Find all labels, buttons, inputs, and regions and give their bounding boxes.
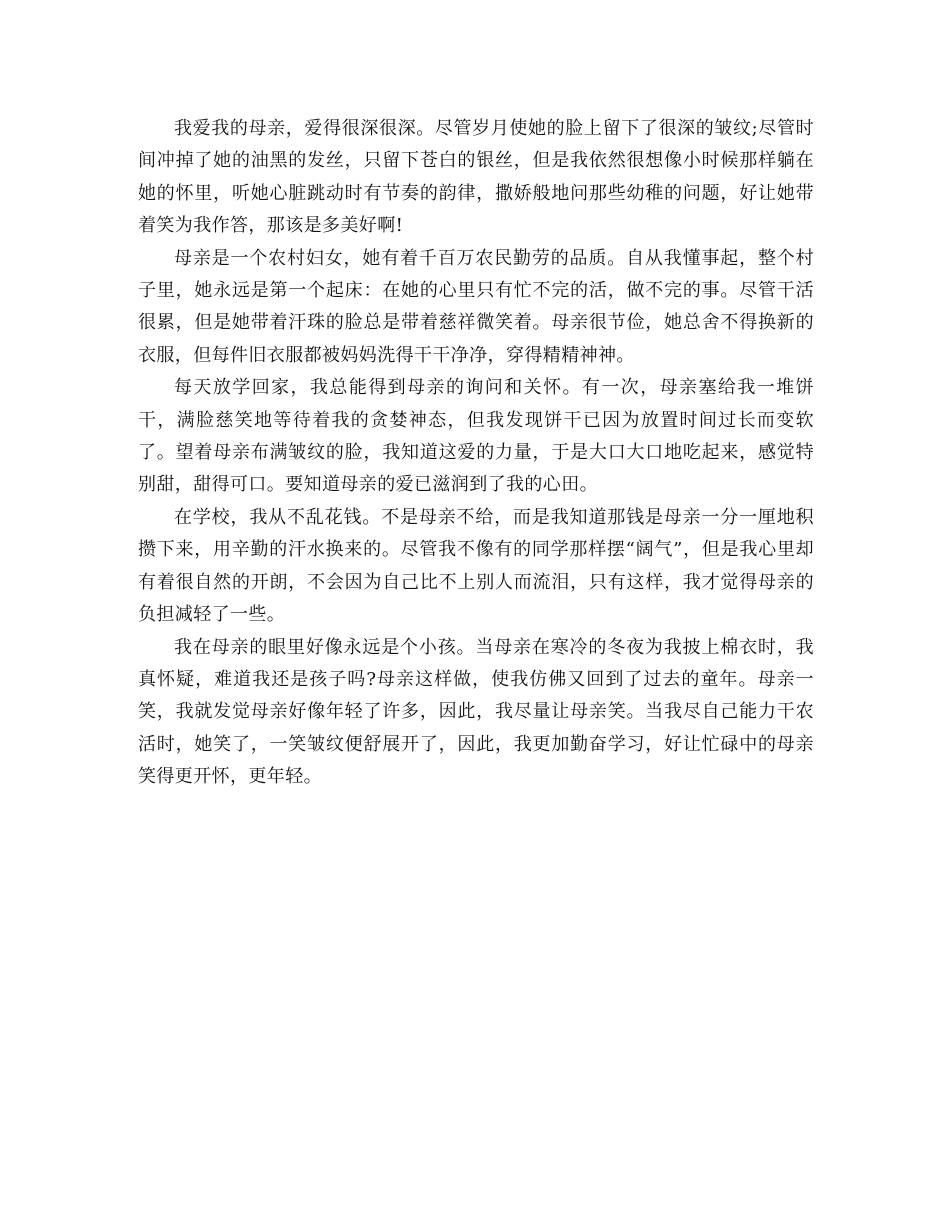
paragraph-5: 我在母亲的眼里好像永远是个小孩。当母亲在寒冷的冬夜为我披上棉衣时，我真怀疑，难道我还是孩子吗?母亲这样做，使我仿佛又回到了过去的童年。母亲一笑，我就发觉母亲好像年轻了许多，因此，我尽量让母亲笑。当我尽自己能力干农活时，她笑了，一笑皱纹便舒展开了，因此，我更加勤奋学习，好让忙碌中的母亲笑得更开怀，更年轻。 (138, 636, 814, 788)
paragraph-4: 在学校，我从不乱花钱。不是母亲不给，而是我知道那钱是母亲一分一厘地积攒下来，用辛勤的汗水换来的。尽管我不像有的同学那样摆“阔气”，但是我心里却有着很自然的开朗，不会因为自己比不上别人而流泪，只有这样，我才觉得母亲的负担减轻了一些。 (138, 506, 814, 626)
paragraph-1: 我爱我的母亲，爱得很深很深。尽管岁月使她的脸上留下了很深的皱纹;尽管时间冲掉了她的油黑的发丝，只留下苍白的银丝，但是我依然很想像小时候那样躺在她的怀里，听她心脏跳动时有节奏的韵律，撒娇般地问那些幼稚的问题，好让她带着笑为我作答，那该是多美好啊! (138, 118, 814, 237)
paragraph-3: 每天放学回家，我总能得到母亲的询问和关怀。有一次，母亲塞给我一堆饼干，满脸慈笑地等待着我的贪婪神态，但我发现饼干已因为放置时间过长而变软了。望着母亲布满皱纹的脸，我知道这爱的力量，于是大口大口地吃起来，感觉特别甜，甜得可口。要知道母亲的爱已滋润到了我的心田。 (138, 377, 814, 496)
paragraph-2: 母亲是一个农村妇女，她有着千百万农民勤劳的品质。自从我懂事起，整个村子里，她永远是第一个起床：在她的心里只有忙不完的活，做不完的事。尽管干活很累，但是她带着汗珠的脸总是带着慈祥微笑着。母亲很节俭，她总舍不得换新的衣服，但每件旧衣服都被妈妈洗得干干净净，穿得精精神神。 (138, 247, 814, 366)
document-body (138, 113, 814, 794)
